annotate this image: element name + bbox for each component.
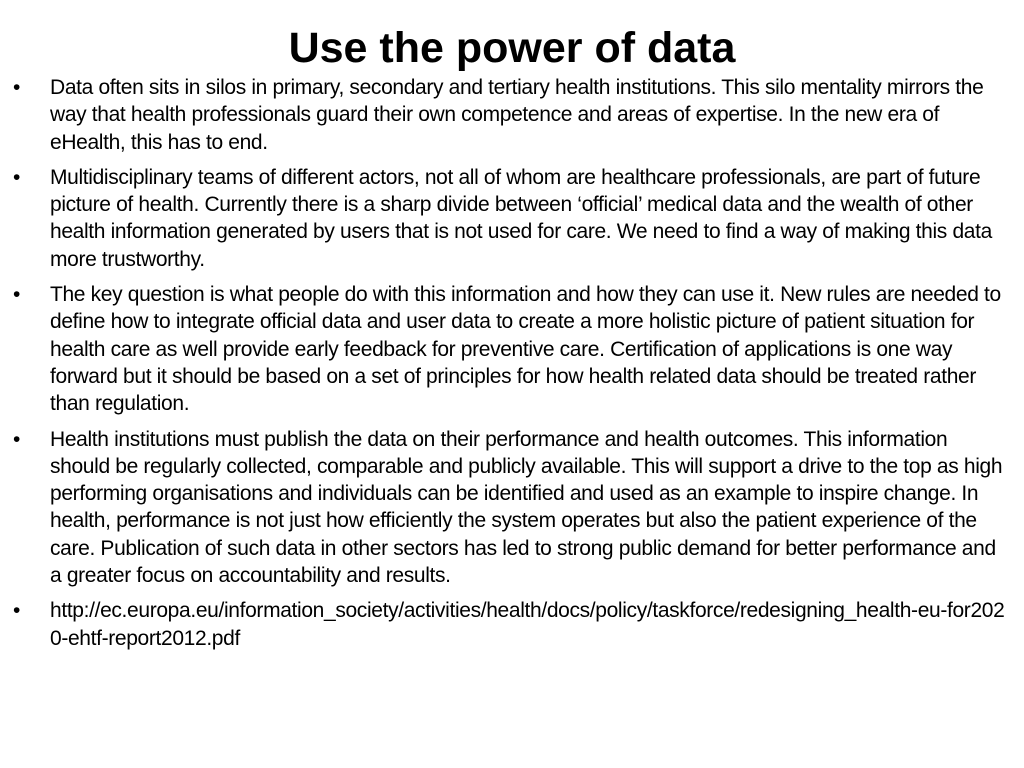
bullet-text: Data often sits in silos in primary, secondary and tertiary health institutions. This silo mentality mirrors the way that health professionals guard their own competence and areas of expertise. In the new era of eHealth, this has to end. <box>50 76 984 154</box>
bullet-item-publish-performance <box>0 426 1010 590</box>
bullet-text: Multidisciplinary teams of different actors, not all of whom are healthcare professionals, are part of future picture of health. Currently there is a sharp divide between ‘official’ medical data and the wealth of other health information generated by users that is not used for care. We need to find a way of making this data more trustworthy. <box>50 165 992 271</box>
bullet-marker: • <box>13 283 21 307</box>
bullet-item-key-question <box>0 281 1010 417</box>
source-url-link[interactable]: http://ec.europa.eu/information_society/activities/health/docs/policy/taskforce/redesigning_health-eu-for2020-ehtf-report2012.pdf <box>50 599 1005 650</box>
bullet-marker: • <box>13 165 21 189</box>
slide-title: Use the power of data <box>288 24 736 72</box>
bullet-item-multidisciplinary-teams <box>0 164 1010 273</box>
bullet-text: The key question is what people do with this information and how they can use it. New rules are needed to define how to integrate official data and user data to create a more holistic picture of patient situation for health care as well provide early feedback for preventive care. Certification of applications is one way forward but it should be based on a set of principles for how health related data should be treated rather than regulation. <box>50 283 1001 416</box>
bullet-marker: • <box>13 427 21 451</box>
bullet-marker: • <box>13 599 21 623</box>
bullet-item-data-silos <box>0 74 1010 156</box>
bullet-marker: • <box>13 76 21 99</box>
bullet-text: Health institutions must publish the data on their performance and health outcomes. This information should be regularly collected, comparable and publicly available. This will support a drive to the top as high performing organisations and individuals can be identified and used as an example to inspire change. In health, performance is not just how efficiently the system operates but also the patient experience of the care. Publication of such data in other sectors has led to strong public demand for better performance and a greater focus on accountability and results. <box>50 427 1003 588</box>
bullet-item-source-url <box>0 597 1010 652</box>
bullet-list <box>0 74 1010 660</box>
